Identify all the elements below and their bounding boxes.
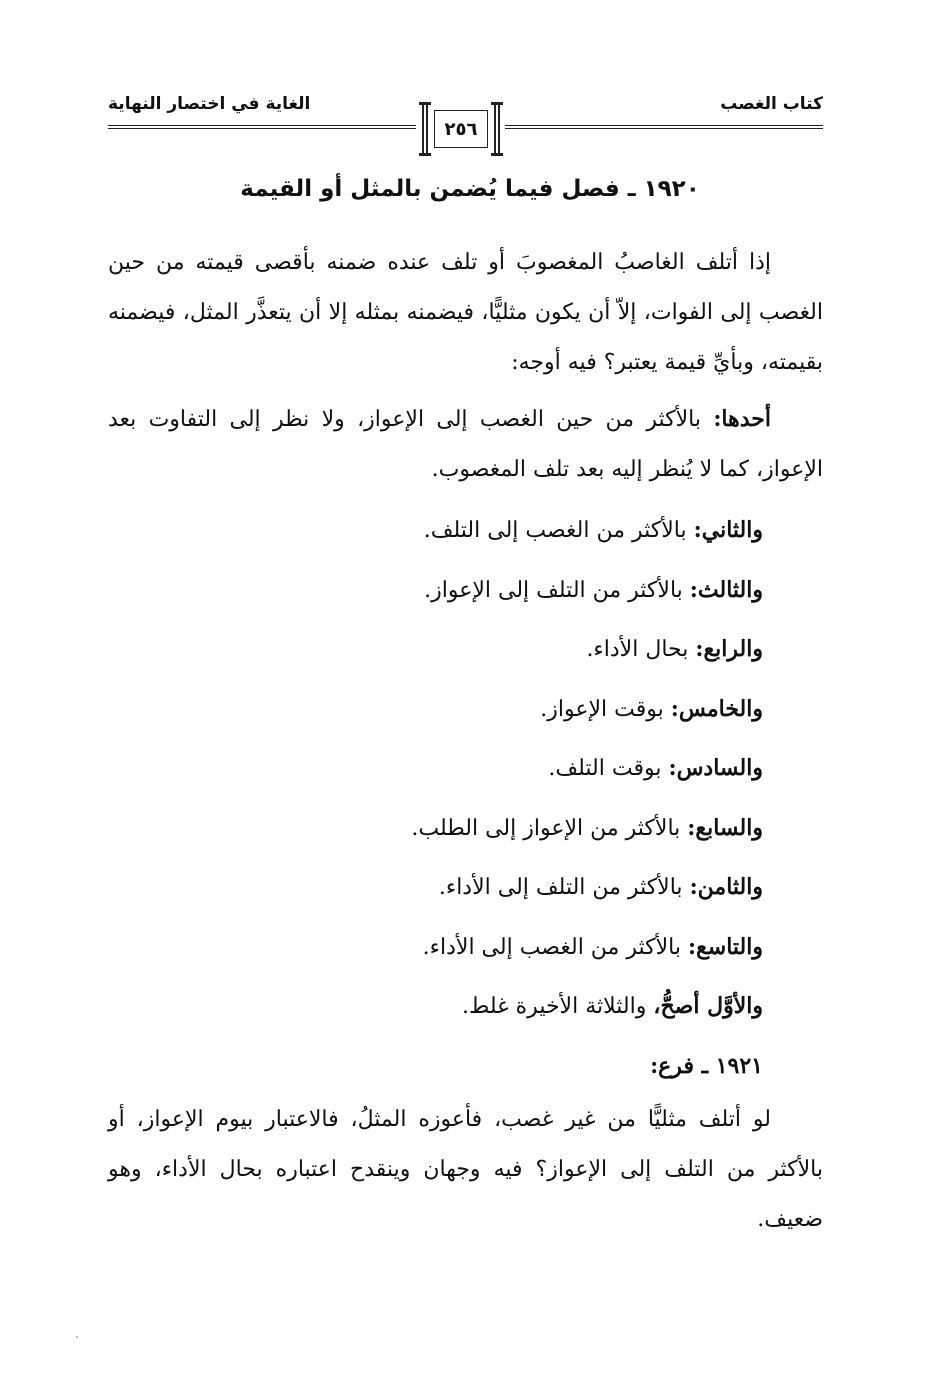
frame-bar-left bbox=[422, 102, 428, 156]
view-label: والسابع: bbox=[687, 814, 763, 841]
view-item bbox=[108, 561, 823, 621]
book-title: الغاية في اختصار النهاية bbox=[108, 94, 311, 114]
view-text: بالأكثر من حين الغصب إلى الإعواز، ولا نظر إلى التفاوت بعد الإعواز، كما لا يُنظر إليه بعد تلف المغصوب. bbox=[108, 407, 823, 482]
view-label: والثامن: bbox=[689, 874, 763, 900]
main-text bbox=[108, 238, 823, 1251]
view-text: بالأكثر من الإعواز إلى الطلب. bbox=[411, 815, 688, 841]
view-label: والتاسع: bbox=[687, 933, 763, 960]
chapter-title: كتاب الغصب bbox=[720, 94, 823, 114]
view-label: والثالث: bbox=[689, 576, 763, 603]
view-text: بالأكثر من التلف إلى الإعواز. bbox=[424, 577, 690, 603]
page-number-frame bbox=[422, 102, 500, 156]
verdict-label: والأوَّل أصحُّ، bbox=[653, 993, 763, 1019]
header-rule-left bbox=[108, 125, 416, 129]
view-label: والثاني: bbox=[693, 517, 763, 543]
view-item bbox=[108, 858, 823, 918]
view-item bbox=[108, 620, 823, 680]
view-item bbox=[108, 680, 823, 740]
view-item bbox=[108, 739, 823, 799]
running-header bbox=[108, 88, 823, 168]
view-item bbox=[108, 918, 823, 978]
branch-paragraph bbox=[108, 1095, 823, 1245]
page-number: ٢٥٦ bbox=[434, 110, 488, 148]
verdict-line bbox=[108, 977, 823, 1037]
view-text: بالأكثر من الغصب إلى الأداء. bbox=[422, 934, 688, 960]
view-text: بوقت التلف. bbox=[548, 756, 669, 781]
first-view-paragraph bbox=[108, 394, 823, 495]
view-label: والخامس: bbox=[670, 695, 763, 722]
header-rule-right bbox=[505, 125, 823, 129]
intro-text: إذا أتلف الغاصبُ المغصوبَ أو تلف عنده ضمنه بأقصى قيمته من حين الغصب إلى الفوات، إلاّ أن يكون مثليًّا، فيضمنه بمثله إلا أن يتعذَّر المثل، فيضمنه بقيمته، وبأيِّ قيمة يعتبر؟ فيه أوجه: bbox=[108, 250, 824, 375]
intro-paragraph bbox=[108, 238, 823, 388]
view-item bbox=[108, 799, 823, 859]
verdict-text: والثلاثة الأخيرة غلط. bbox=[462, 994, 654, 1019]
view-item bbox=[108, 501, 823, 561]
view-text: بالأكثر من الغصب إلى التلف. bbox=[423, 518, 694, 543]
view-text: بحال الأداء. bbox=[586, 637, 696, 662]
view-label: والسادس: bbox=[668, 755, 763, 781]
view-label: أحدها: bbox=[713, 406, 771, 432]
view-text: بوقت الإعواز. bbox=[540, 696, 671, 722]
view-text: بالأكثر من التلف إلى الأداء. bbox=[438, 875, 690, 900]
branch-heading: ١٩٢١ ـ فرع: bbox=[650, 1052, 763, 1079]
section-heading: ١٩٢٠ ـ فصل فيما يُضمن بالمثل أو القيمة bbox=[240, 176, 700, 202]
branch-text: لو أتلف مثليًّا من غير غصب، فأعوزه المثلُ، فالاعتبار بيوم الإعواز، أو بالأكثر من التلف إلى الإعواز؟ فيه وجهان وينقدح اعتباره بحال الأداء، وهو ضعيف. bbox=[108, 1106, 823, 1232]
frame-bar-right bbox=[494, 102, 500, 156]
view-label: والرابع: bbox=[695, 636, 763, 662]
scan-speck bbox=[76, 1336, 78, 1338]
